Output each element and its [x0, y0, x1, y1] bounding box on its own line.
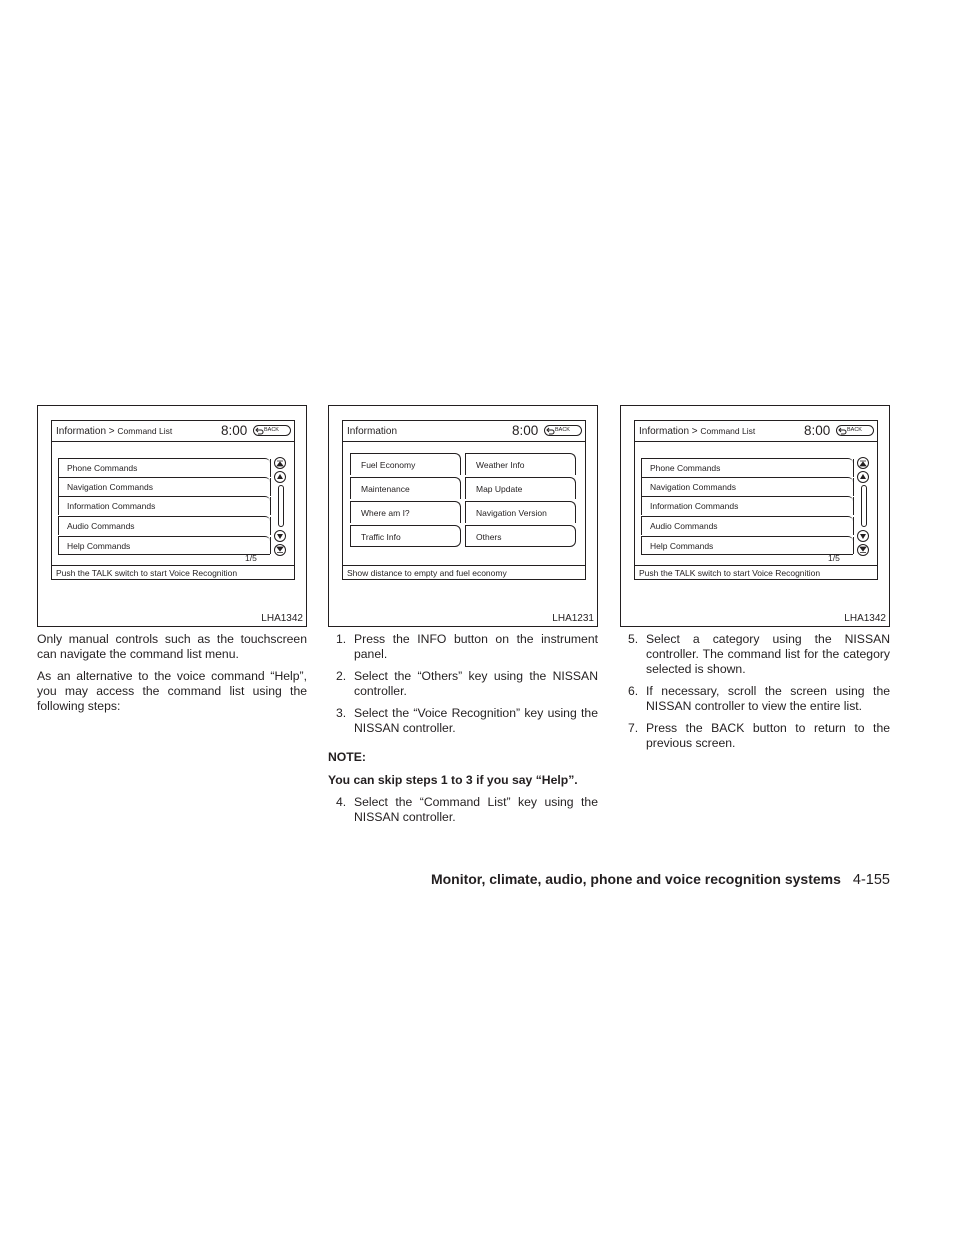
- back-button[interactable]: BACK: [544, 425, 582, 436]
- screen-title: Information > Command List: [56, 426, 173, 437]
- scrollbar[interactable]: [861, 485, 867, 527]
- arrow-up-icon: [276, 473, 284, 481]
- screen-status-text: Push the TALK switch to start Voice Recognition: [52, 565, 294, 579]
- note-title: NOTE:: [328, 750, 366, 764]
- scroll-up-button[interactable]: [274, 471, 286, 483]
- screen-header: [635, 421, 877, 442]
- figure-code: LHA1342: [844, 613, 886, 624]
- page-indicator: 1/5: [245, 553, 257, 563]
- fuel-economy-button[interactable]: Fuel Economy: [350, 453, 461, 475]
- figure-command-list-2: [620, 405, 890, 627]
- figure-command-list-1: [37, 405, 307, 627]
- step-2: 2. Select the “Others” key using the NISSAN controller.: [336, 669, 598, 698]
- maintenance-button[interactable]: Maintenance: [350, 477, 461, 499]
- screen-title: Information > Command List: [639, 426, 756, 437]
- list-item-help-commands[interactable]: Help Commands: [641, 536, 853, 555]
- others-button[interactable]: Others: [465, 525, 576, 547]
- scroll-bottom-icon: [276, 546, 284, 554]
- scroll-bottom-icon: [859, 546, 867, 554]
- step-1: 1. Press the INFO button on the instrument panel.: [336, 632, 598, 661]
- clock: 8:00: [512, 423, 539, 438]
- display-screen: [51, 420, 295, 580]
- list-item-help-commands[interactable]: Help Commands: [58, 536, 270, 555]
- weather-info-button[interactable]: Weather Info: [465, 453, 576, 475]
- clock: 8:00: [804, 423, 831, 438]
- screen-status-text: Push the TALK switch to start Voice Recognition: [635, 565, 877, 579]
- scroll-bottom-button[interactable]: [857, 544, 869, 556]
- scroll-top-icon: [859, 459, 867, 467]
- page-indicator: 1/5: [828, 553, 840, 563]
- scroll-down-button[interactable]: [274, 530, 286, 542]
- traffic-info-button[interactable]: Traffic Info: [350, 525, 461, 547]
- note-text: You can skip steps 1 to 3 if you say “Help”.: [328, 773, 578, 787]
- screen-header: [52, 421, 294, 442]
- step-5: 5. Select a category using the NISSAN controller. The command list for the category selected is shown.: [628, 632, 890, 676]
- list-item-navigation-commands[interactable]: Navigation Commands: [58, 477, 270, 496]
- step-6: 6. If necessary, scroll the screen using the NISSAN controller to view the entire list.: [628, 684, 890, 713]
- page-number: 4-155: [852, 872, 890, 888]
- figure-information-menu: [328, 405, 598, 627]
- scrollbar[interactable]: [278, 485, 284, 527]
- back-button[interactable]: BACK: [836, 425, 874, 436]
- back-button[interactable]: BACK: [253, 425, 291, 436]
- clock: 8:00: [221, 423, 248, 438]
- column-1-text: [37, 632, 307, 714]
- where-am-i-button[interactable]: Where am I?: [350, 501, 461, 523]
- step-7: 7. Press the BACK button to return to the previous screen.: [628, 721, 890, 750]
- list-item-phone-commands[interactable]: Phone Commands: [641, 458, 853, 477]
- figure-code: LHA1342: [261, 613, 303, 624]
- list-item-information-commands[interactable]: Information Commands: [58, 496, 270, 515]
- scroll-bottom-button[interactable]: [274, 544, 286, 556]
- column-3-text: [620, 632, 890, 751]
- list-item-information-commands[interactable]: Information Commands: [641, 496, 853, 515]
- screen-status-text: Show distance to empty and fuel economy: [343, 565, 585, 579]
- arrow-down-icon: [859, 532, 867, 540]
- column-2-text: [328, 632, 598, 825]
- scroll-up-button[interactable]: [857, 471, 869, 483]
- screen-header: [343, 421, 585, 442]
- back-arrow-icon: [546, 427, 555, 435]
- display-screen: [342, 420, 586, 580]
- display-screen: [634, 420, 878, 580]
- page-footer: [0, 871, 890, 888]
- arrow-up-icon: [859, 473, 867, 481]
- scroll-top-icon: [276, 459, 284, 467]
- arrow-down-icon: [276, 532, 284, 540]
- figure-code: LHA1231: [552, 613, 594, 624]
- screen-title: Information: [347, 426, 398, 437]
- map-update-button[interactable]: Map Update: [465, 477, 576, 499]
- list-item-navigation-commands[interactable]: Navigation Commands: [641, 477, 853, 496]
- list-item-audio-commands[interactable]: Audio Commands: [641, 516, 853, 535]
- step-3: 3. Select the “Voice Recognition” key using the NISSAN controller.: [336, 706, 598, 735]
- scroll-top-button[interactable]: [274, 457, 286, 469]
- back-arrow-icon: [838, 427, 847, 435]
- list-item-phone-commands[interactable]: Phone Commands: [58, 458, 270, 477]
- navigation-version-button[interactable]: Navigation Version: [465, 501, 576, 523]
- paragraph: As an alternative to the voice command “Help”, you may access the command list using the following steps:: [37, 669, 307, 713]
- scroll-top-button[interactable]: [857, 457, 869, 469]
- section-title: Monitor, climate, audio, phone and voice recognition systems: [430, 871, 841, 887]
- list-item-audio-commands[interactable]: Audio Commands: [58, 516, 270, 535]
- scroll-down-button[interactable]: [857, 530, 869, 542]
- step-4: 4. Select the “Command List” key using the NISSAN controller.: [336, 795, 598, 824]
- paragraph: Only manual controls such as the touchscreen can navigate the command list menu.: [37, 632, 307, 661]
- back-arrow-icon: [255, 427, 264, 435]
